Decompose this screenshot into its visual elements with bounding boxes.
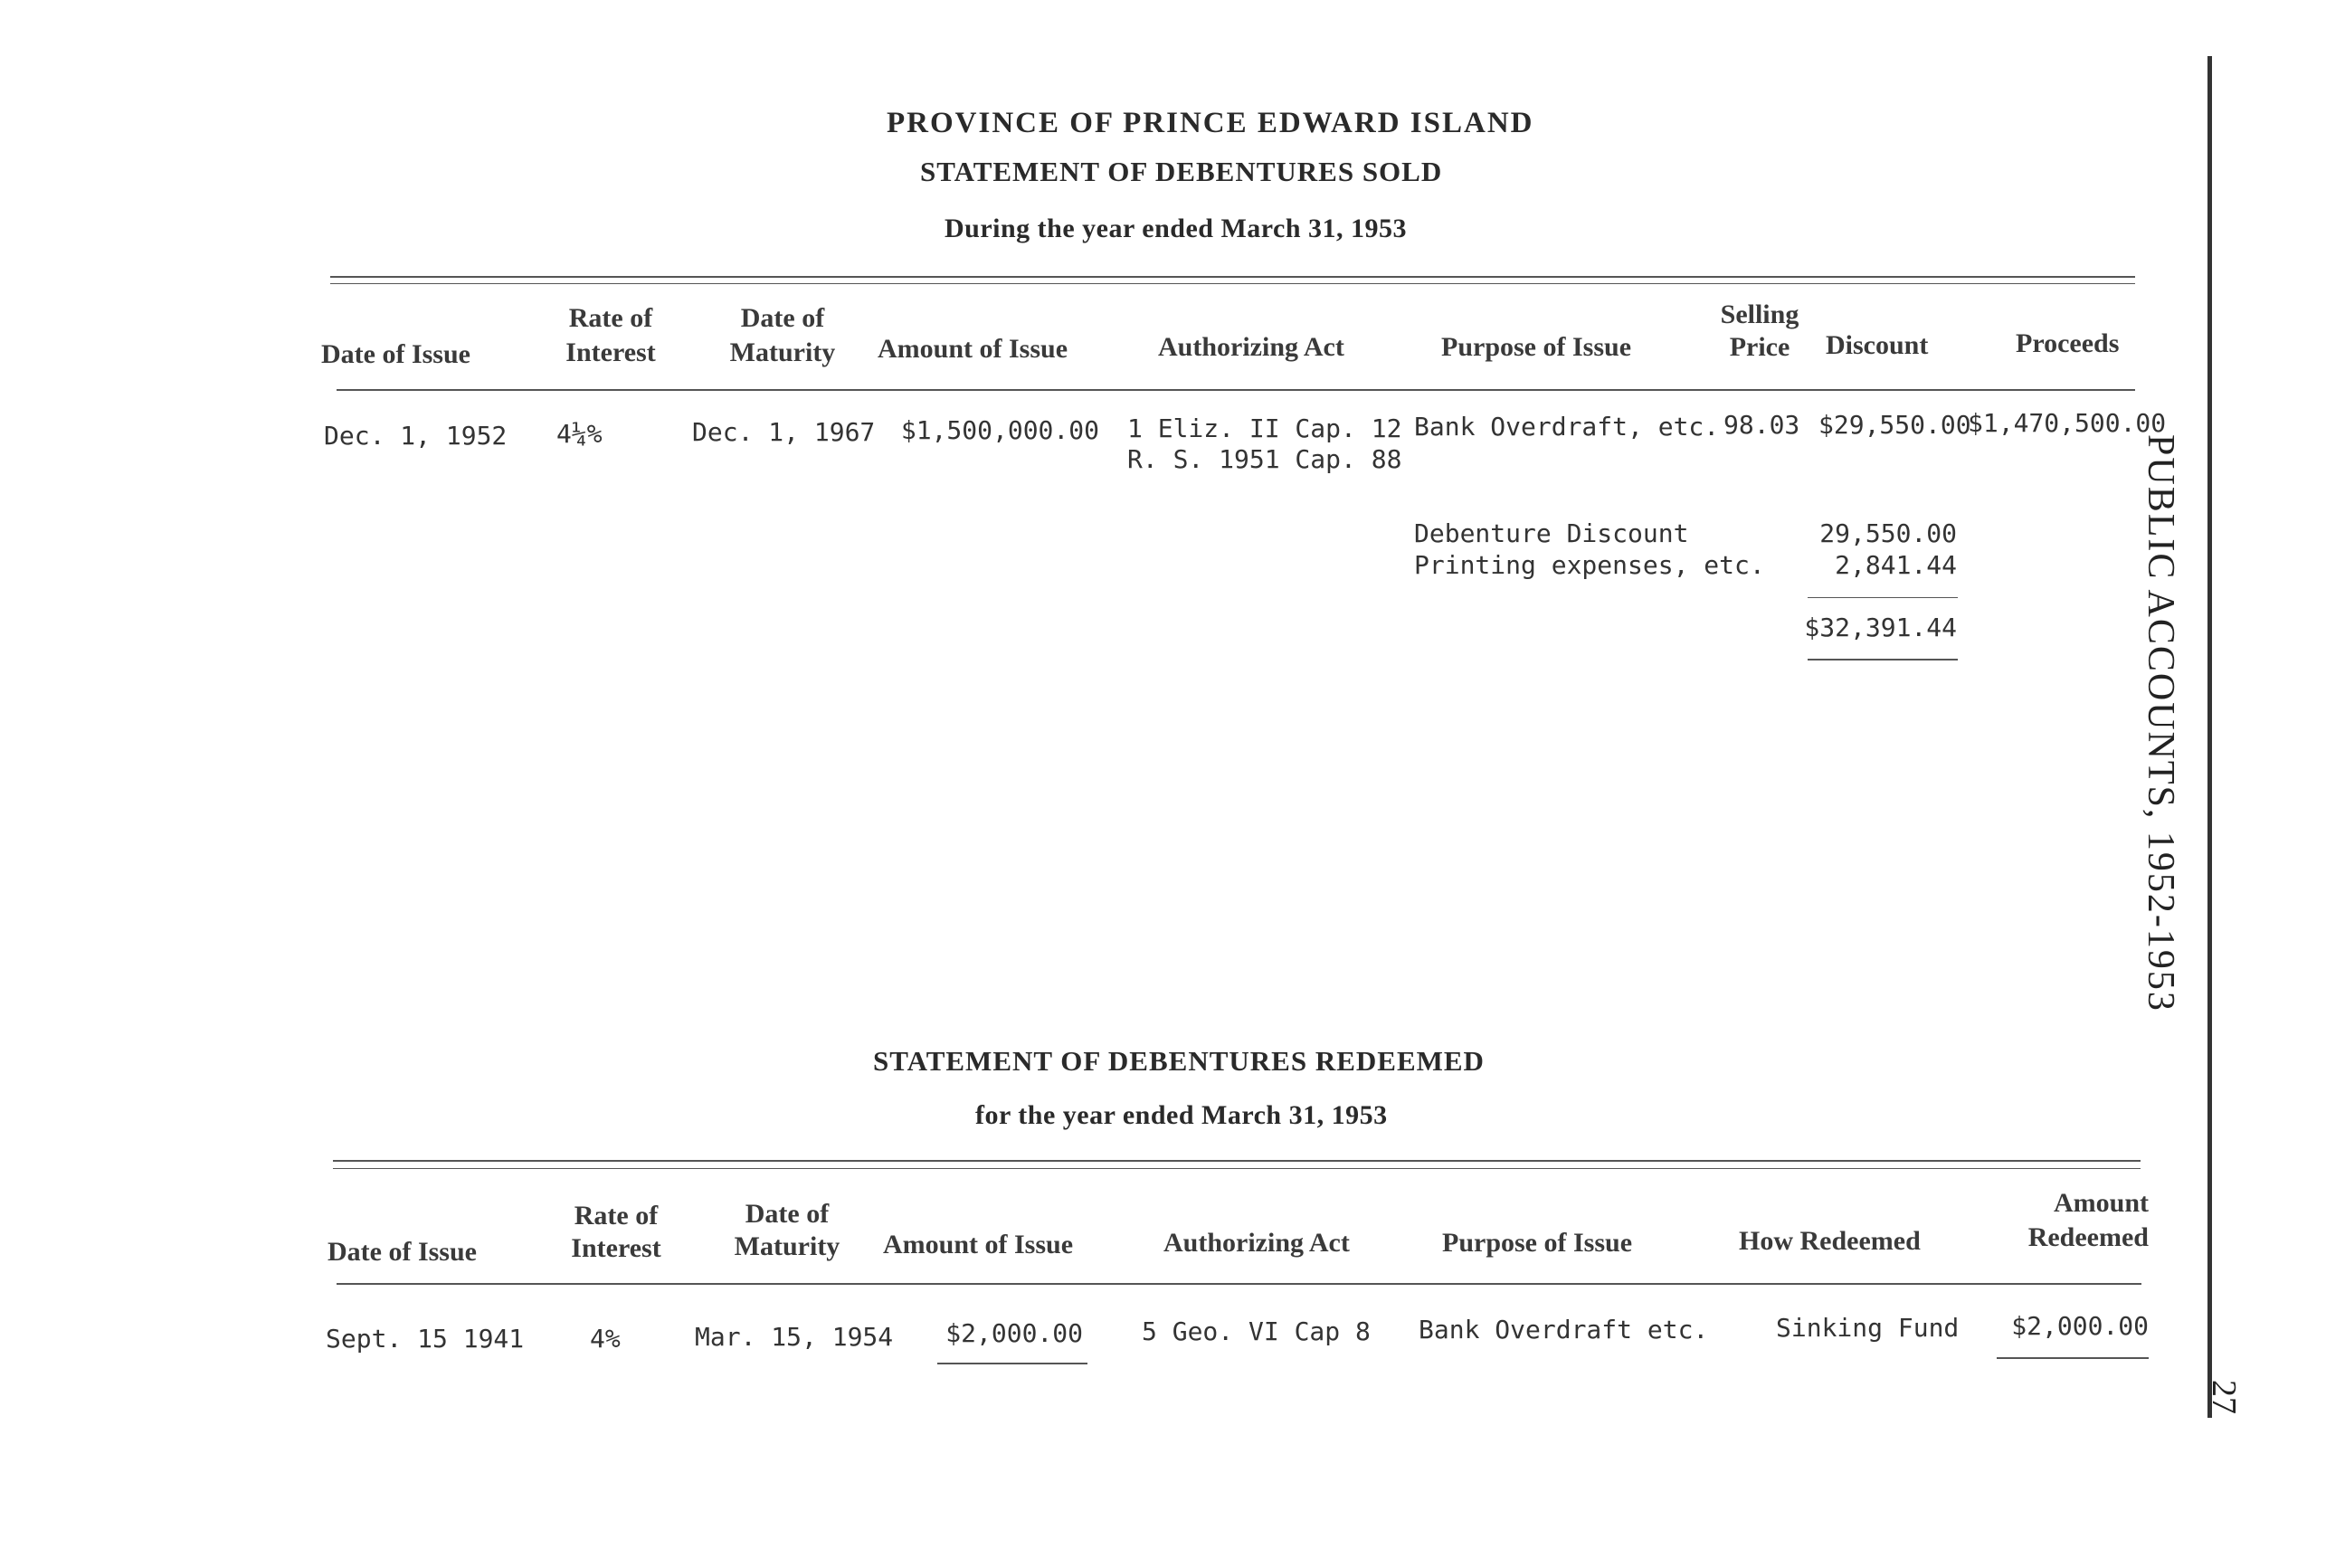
sold-act-line2: R. S. 1951 Cap. 88 bbox=[1127, 444, 1402, 474]
summary-printing-label: Printing expenses, etc. bbox=[1414, 550, 1765, 580]
sold-discount: $29,550.00 bbox=[1818, 410, 1971, 440]
redeemed-header-rule bbox=[337, 1283, 2141, 1285]
redeemed-act: 5 Geo. VI Cap 8 bbox=[1142, 1316, 1371, 1346]
summary-debenture-discount-label: Debenture Discount bbox=[1414, 518, 1689, 548]
redeemed-amount-underline bbox=[937, 1363, 1087, 1364]
sold-rate: 4¼% bbox=[556, 419, 603, 449]
redeemed-amount-redeemed-underline bbox=[1997, 1357, 2149, 1359]
sold-maturity: Dec. 1, 1967 bbox=[692, 417, 876, 447]
summary-subtotal-rule bbox=[1808, 597, 1958, 598]
sold-purpose: Bank Overdraft, etc. bbox=[1414, 412, 1720, 442]
summary-total: $32,391.44 bbox=[1804, 613, 1957, 642]
redeemed-amount-redeemed: $2,000.00 bbox=[2011, 1311, 2149, 1341]
sold-top-rule-double bbox=[330, 283, 2135, 284]
redeemed-header-rate-1: Rate of bbox=[574, 1201, 659, 1231]
sold-header-rate-2: Interest bbox=[565, 337, 656, 367]
sold-header-selling-2: Price bbox=[1729, 332, 1790, 362]
redeemed-header-rate-2: Interest bbox=[571, 1233, 661, 1263]
redeemed-top-rule bbox=[333, 1160, 2141, 1162]
redeemed-header-purpose-of-issue: Purpose of Issue bbox=[1442, 1228, 1633, 1258]
sold-statement-title: STATEMENT OF DEBENTURES SOLD bbox=[920, 156, 1443, 187]
redeemed-maturity: Mar. 15, 1954 bbox=[695, 1322, 894, 1352]
page-number: 27 bbox=[2205, 1380, 2243, 1414]
redeemed-top-rule-double bbox=[333, 1168, 2141, 1169]
sold-header-discount: Discount bbox=[1826, 330, 1929, 360]
sold-header-date-of-issue: Date of Issue bbox=[321, 339, 470, 369]
sold-proceeds: $1,470,500.00 bbox=[1968, 408, 2167, 438]
redeemed-header-date-of-issue: Date of Issue bbox=[328, 1237, 477, 1267]
redeemed-amount-of-issue: $2,000.00 bbox=[945, 1318, 1083, 1348]
binding-edge-bar bbox=[2207, 56, 2212, 1418]
redeemed-header-authorizing-act: Authorizing Act bbox=[1163, 1228, 1350, 1258]
summary-debenture-discount-value: 29,550.00 bbox=[1819, 518, 1957, 548]
redeemed-header-amount-2: Redeemed bbox=[2027, 1222, 2149, 1252]
side-caption: PUBLIC ACCOUNTS, 1952-1953 bbox=[2140, 434, 2181, 1012]
sold-header-proceeds: Proceeds bbox=[2016, 328, 2120, 358]
redeemed-statement-subtitle: for the year ended March 31, 1953 bbox=[975, 1100, 1388, 1130]
redeemed-header-amount-of-issue: Amount of Issue bbox=[883, 1230, 1074, 1259]
province-title: PROVINCE OF PRINCE EDWARD ISLAND bbox=[887, 107, 1534, 139]
summary-printing-value: 2,841.44 bbox=[1835, 550, 1957, 580]
sold-header-authorizing-act: Authorizing Act bbox=[1158, 332, 1344, 362]
sold-selling-price: 98.03 bbox=[1723, 410, 1800, 440]
sold-statement-subtitle: During the year ended March 31, 1953 bbox=[945, 214, 1408, 243]
sold-header-rate-1: Rate of bbox=[568, 303, 653, 333]
redeemed-rate: 4% bbox=[590, 1324, 621, 1354]
sold-header-purpose-of-issue: Purpose of Issue bbox=[1441, 332, 1632, 362]
sold-amount-of-issue: $1,500,000.00 bbox=[900, 415, 1099, 445]
redeemed-header-maturity-1: Date of bbox=[745, 1199, 830, 1229]
summary-total-rule bbox=[1808, 659, 1958, 660]
redeemed-header-amount-1: Amount bbox=[2053, 1188, 2149, 1218]
sold-act-line1: 1 Eliz. II Cap. 12 bbox=[1127, 413, 1402, 443]
redeemed-statement-title: STATEMENT OF DEBENTURES REDEEMED bbox=[873, 1045, 1485, 1077]
redeemed-date-of-issue: Sept. 15 1941 bbox=[326, 1324, 525, 1354]
sold-header-amount-of-issue: Amount of Issue bbox=[878, 334, 1068, 364]
sold-date-of-issue: Dec. 1, 1952 bbox=[324, 421, 508, 451]
redeemed-how-redeemed: Sinking Fund bbox=[1776, 1313, 1960, 1343]
redeemed-header-how-redeemed: How Redeemed bbox=[1739, 1226, 1921, 1256]
redeemed-header-maturity-2: Maturity bbox=[734, 1231, 840, 1261]
sold-header-maturity-2: Maturity bbox=[729, 337, 836, 367]
redeemed-purpose: Bank Overdraft etc. bbox=[1419, 1315, 1709, 1345]
sold-header-selling-1: Selling bbox=[1720, 299, 1799, 329]
sold-header-rule bbox=[337, 389, 2135, 391]
sold-header-maturity-1: Date of bbox=[740, 303, 825, 333]
sold-top-rule bbox=[330, 276, 2135, 278]
